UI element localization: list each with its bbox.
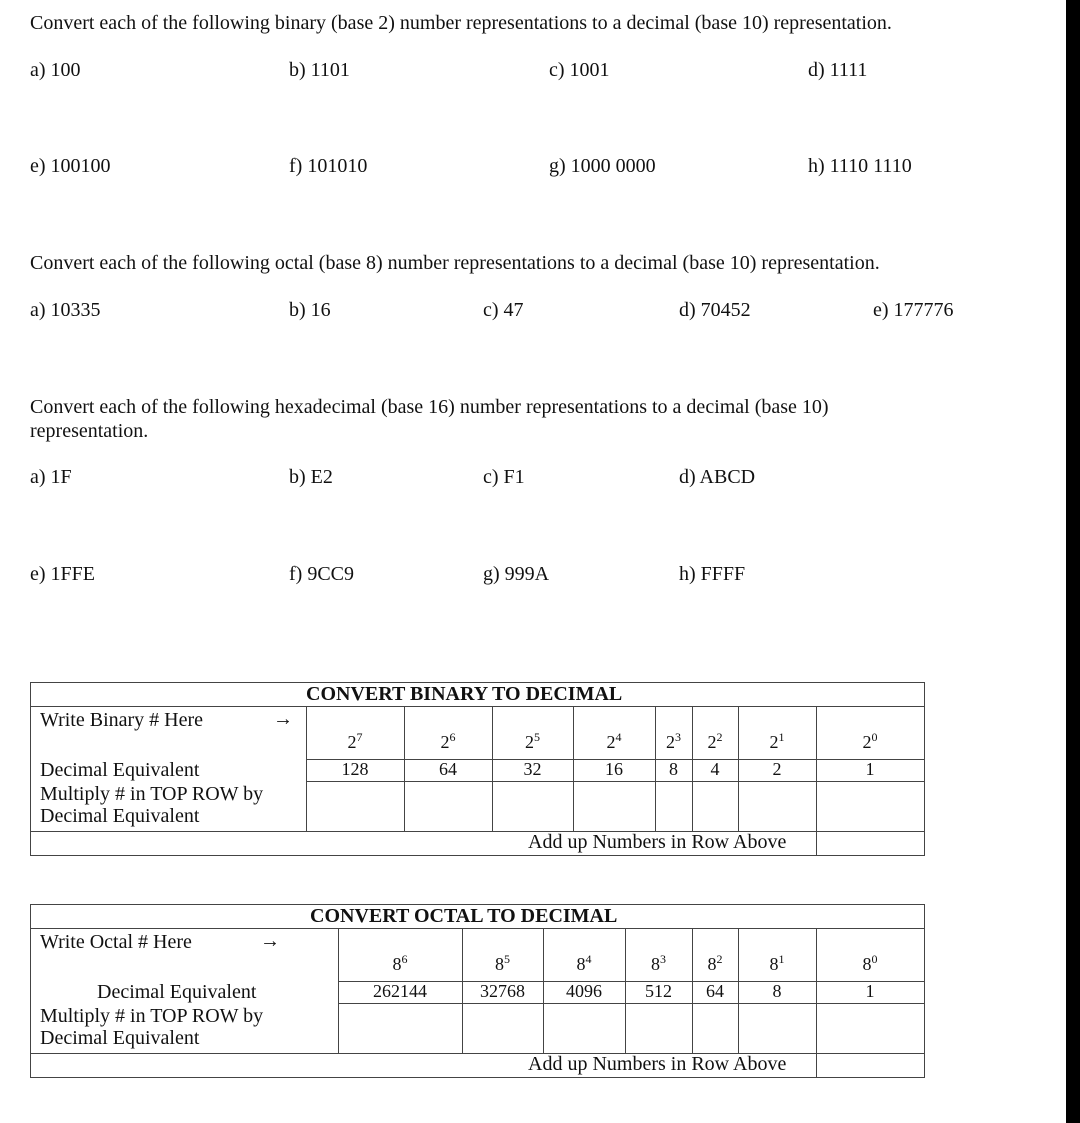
octal-power-exponent: 0 (871, 952, 878, 966)
octal-problem-e: e) 177776 (873, 299, 954, 321)
octal-problem-a: a) 10335 (30, 299, 101, 321)
binary-power-2 (692, 732, 738, 753)
octal-power-1 (738, 954, 816, 975)
binary-row2-label: Decimal Equivalent (40, 759, 200, 781)
octal-table-divider (31, 928, 924, 929)
binary-place-value-1: 2 (772, 759, 782, 779)
octal-row1-label: Write Octal # Here (40, 931, 192, 953)
binary-table-rule (31, 831, 306, 832)
binary-instruction: Convert each of the following binary (base 2) number representations to a decimal (base 10) representation. (30, 12, 892, 34)
binary-row1-label: Write Binary # Here (40, 709, 204, 731)
binary-problem-c: c) 1001 (549, 59, 610, 81)
octal-power-2 (692, 954, 738, 975)
binary-problem-h: h) 1110 1110 (808, 155, 912, 177)
right-arrow-icon: → (273, 708, 293, 730)
binary-place-value-2: 4 (710, 759, 720, 779)
binary-table-title: CONVERT BINARY TO DECIMAL (306, 683, 623, 705)
octal-power-base: 8 (576, 954, 586, 974)
octal-power-4 (543, 954, 625, 975)
binary-power-exponent: 0 (871, 730, 878, 744)
binary-power-7 (306, 732, 404, 753)
binary-place-value-0: 1 (865, 759, 875, 779)
octal-place-value-4: 4096 (566, 981, 602, 1001)
hex-problem-c: c) F1 (483, 466, 525, 488)
octal-instruction: Convert each of the following octal (base 8) number representations to a decimal (base 10) representation. (30, 252, 880, 274)
binary-power-exponent: 6 (449, 730, 456, 744)
binary-problem-a: a) 100 (30, 59, 81, 81)
octal-place-value-6: 262144 (373, 981, 427, 1001)
binary-power-base: 2 (707, 732, 717, 752)
binary-place-value-4: 16 (605, 759, 623, 779)
octal-power-exponent: 2 (716, 952, 723, 966)
hex-problem-f: f) 9CC9 (289, 563, 354, 585)
octal-problem-c: c) 47 (483, 299, 524, 321)
hex-problem-h: h) FFFF (679, 563, 746, 585)
binary-power-base: 2 (769, 732, 779, 752)
binary-place-value-7: 128 (341, 759, 369, 779)
binary-power-exponent: 7 (356, 730, 363, 744)
binary-grid-line (924, 706, 925, 855)
octal-power-base: 8 (707, 954, 717, 974)
octal-place-value-2: 64 (706, 981, 724, 1001)
octal-power-base: 8 (495, 954, 504, 974)
binary-table-divider (31, 706, 924, 707)
octal-sum-label: Add up Numbers in Row Above (528, 1053, 787, 1075)
binary-power-exponent: 4 (615, 730, 622, 744)
hex-instruction: Convert each of the following hexadecimal (base 16) number representations to a decimal (base 10) representation. (30, 396, 829, 442)
right-arrow-icon: → (260, 930, 280, 952)
binary-problem-d: d) 1111 (808, 59, 868, 81)
binary-problem-b: b) 1101 (289, 59, 350, 81)
octal-power-5 (462, 954, 543, 975)
binary-power-3 (655, 732, 692, 753)
binary-place-value-6: 64 (439, 759, 457, 779)
hex-problem-b: b) E2 (289, 466, 333, 488)
octal-place-value-5: 32768 (480, 981, 525, 1001)
octal-power-base: 8 (862, 954, 872, 974)
octal-power-base: 8 (769, 954, 779, 974)
page-edge (1066, 0, 1080, 1123)
octal-grid-row-line (338, 1003, 924, 1004)
binary-power-0 (816, 732, 924, 753)
octal-power-base: 8 (392, 954, 402, 974)
binary-power-exponent: 3 (675, 730, 681, 744)
octal-place-value-0: 1 (865, 981, 875, 1001)
octal-power-exponent: 5 (504, 952, 510, 966)
binary-power-base: 2 (440, 732, 450, 752)
octal-table-rule (31, 1053, 338, 1054)
octal-conversion-table (30, 904, 925, 1078)
binary-problem-g: g) 1000 0000 (549, 155, 656, 177)
binary-power-exponent: 1 (778, 730, 785, 744)
binary-power-base: 2 (347, 732, 357, 752)
binary-grid-row-line (306, 781, 924, 782)
octal-row2-label: Decimal Equivalent (97, 981, 257, 1003)
binary-place-value-5: 32 (523, 759, 542, 779)
octal-place-value-3: 512 (645, 981, 672, 1001)
octal-row3-label: Multiply # in TOP ROW by Decimal Equivalent (40, 1005, 264, 1049)
hex-problem-d: d) ABCD (679, 466, 756, 488)
octal-power-exponent: 6 (401, 952, 408, 966)
binary-power-4 (573, 732, 655, 753)
octal-power-exponent: 4 (585, 952, 592, 966)
binary-power-base: 2 (862, 732, 872, 752)
binary-sum-label: Add up Numbers in Row Above (528, 831, 787, 853)
octal-power-exponent: 3 (660, 952, 666, 966)
binary-power-exponent: 5 (534, 730, 540, 744)
binary-power-base: 2 (666, 732, 675, 752)
binary-conversion-table (30, 682, 925, 856)
hex-problem-e: e) 1FFE (30, 563, 95, 585)
octal-power-3 (625, 954, 692, 975)
binary-row3-label: Multiply # in TOP ROW by Decimal Equivalent (40, 783, 264, 827)
binary-power-exponent: 2 (716, 730, 723, 744)
binary-power-1 (738, 732, 816, 753)
binary-power-5 (492, 732, 573, 753)
octal-grid-line (924, 928, 925, 1077)
binary-place-value-3: 8 (669, 759, 678, 779)
binary-power-base: 2 (525, 732, 534, 752)
octal-table-title: CONVERT OCTAL TO DECIMAL (310, 905, 618, 927)
hex-problem-a: a) 1F (30, 466, 72, 488)
octal-problem-b: b) 16 (289, 299, 331, 321)
octal-power-6 (338, 954, 462, 975)
binary-power-6 (404, 732, 492, 753)
octal-place-value-1: 8 (772, 981, 782, 1001)
octal-power-0 (816, 954, 924, 975)
hex-problem-g: g) 999A (483, 563, 550, 585)
binary-problem-f: f) 101010 (289, 155, 368, 177)
octal-problem-d: d) 70452 (679, 299, 751, 321)
binary-power-base: 2 (606, 732, 616, 752)
binary-problem-e: e) 100100 (30, 155, 111, 177)
octal-power-exponent: 1 (778, 952, 785, 966)
octal-power-base: 8 (651, 954, 660, 974)
